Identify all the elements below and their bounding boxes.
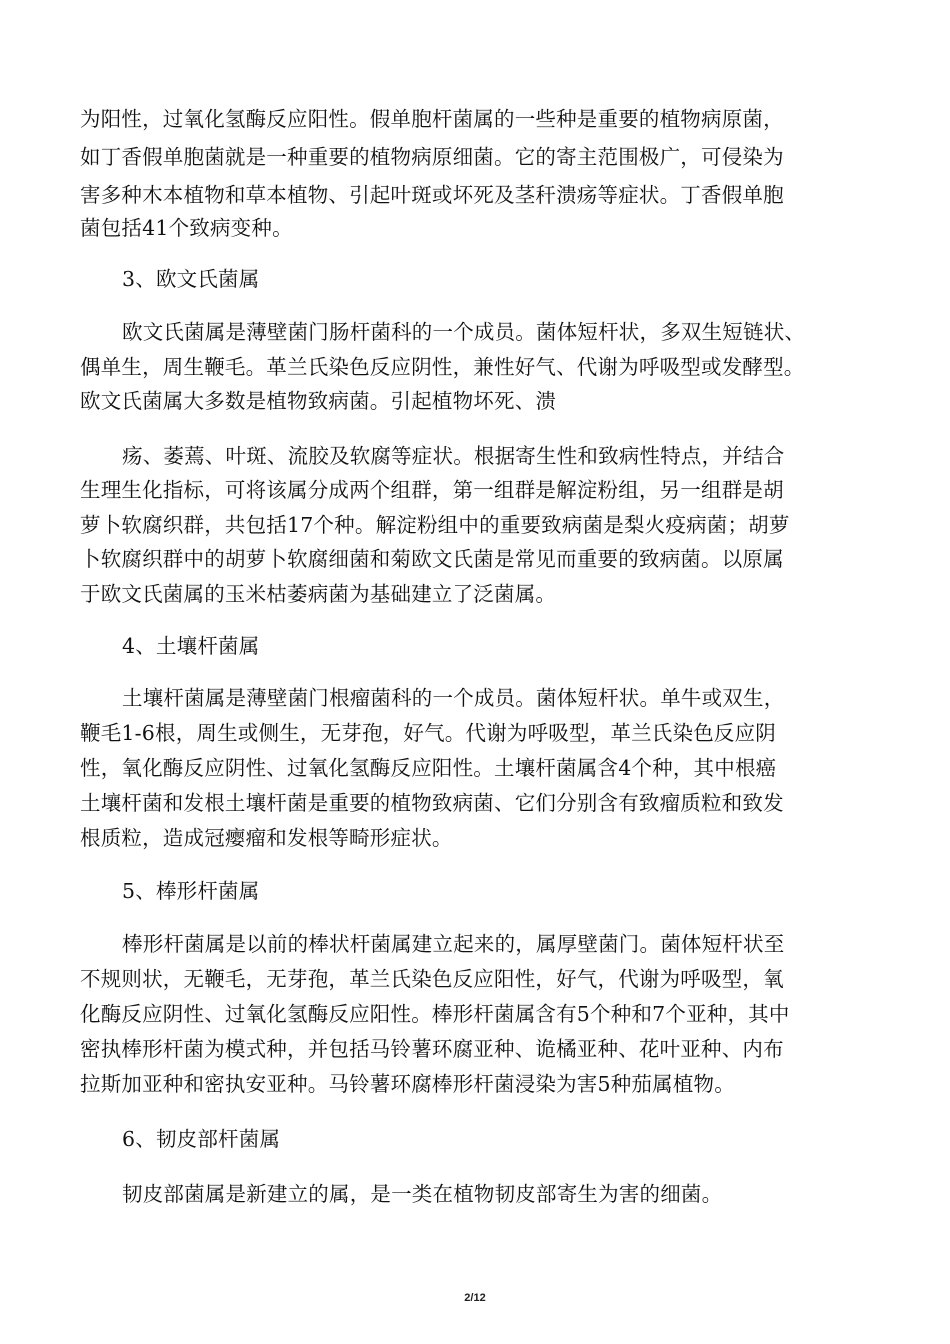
text-line: 欧文氏菌属是薄壁菌门肠杆菌科的一个成员。菌体短杆状，多双生短链状、 [122,320,806,344]
text-line: 性，氧化酶反应阴性、过氧化氢酶反应阳性。土壤杆菌属含4个种，其中根癌 [80,756,777,780]
text-line: 萝卜软腐织群，共包括17个种。解淀粉组中的重要致病菌是梨火疫病菌；胡萝 [80,513,790,537]
text-line: 韧皮部菌属是新建立的属，是一类在植物韧皮部寄生为害的细菌。 [122,1182,723,1206]
text-line: 鞭毛1-6根，周生或侧生，无芽孢，好气。代谢为呼吸型，革兰氏染色反应阴 [80,721,777,745]
text-line: 害多种木本植物和草本植物、引起叶斑或坏死及茎秆溃疡等症状。丁香假单胞 [80,183,784,207]
page-number: 2/12 [464,1292,486,1304]
text-line: 生理生化指标，可将该属分成两个组群，第一组群是解淀粉组，另一组群是胡 [80,478,784,502]
text-line: 偶单生，周生鞭毛。革兰氏染色反应阴性，兼性好气、代谢为呼吸型或发酵型。 [80,355,805,379]
text-line: 棒形杆菌属是以前的棒状杆菌属建立起来的，属厚壁菌门。菌体短杆状至 [122,932,785,956]
text-line: 疡、萎蔫、叶斑、流胶及软腐等症状。根据寄生性和致病性特点，并结合 [122,444,785,468]
text-line: 不规则状，无鞭毛，无芽孢，革兰氏染色反应阳性，好气，代谢为呼吸型，氧 [80,967,784,991]
text-line: 拉斯加亚种和密执安亚种。马铃薯环腐棒形杆菌浸染为害5种茄属植物。 [80,1072,735,1096]
text-line: 欧文氏菌属大多数是植物致病菌。引起植物坏死、溃 [80,389,557,413]
text-line: 菌包括41个致病变种。 [80,216,293,240]
text-line: 根质粒，造成冠瘿瘤和发根等畸形症状。 [80,826,453,850]
text-line: 卜软腐织群中的胡萝卜软腐细菌和菊欧文氏菌是常见而重要的致病菌。以原属 [80,547,784,571]
section-heading: 3、欧文氏菌属 [122,267,260,291]
text-line: 密执棒形杆菌为模式种，并包括马铃薯环腐亚种、诡橘亚种、花叶亚种、内布 [80,1037,784,1061]
text-line: 化酶反应阴性、过氧化氢酶反应阳性。棒形杆菌属含有5个种和7个亚种，其中 [80,1002,790,1026]
text-line: 土壤杆菌和发根土壤杆菌是重要的植物致病菌、它们分别含有致瘤质粒和致发 [80,791,784,815]
text-line: 如丁香假单胞菌就是一种重要的植物病原细菌。它的寄主范围极广，可侵染为 [80,145,784,169]
text-line: 土壤杆菌属是薄壁菌门根瘤菌科的一个成员。菌体短杆状。单牛或双生， [122,686,785,710]
text-line: 于欧文氏菌属的玉米枯萎病菌为基础建立了泛菌属。 [80,582,557,606]
section-heading: 6、韧皮部杆菌属 [122,1127,281,1151]
section-heading: 4、土壤杆菌属 [122,634,260,658]
text-line: 为阳性，过氧化氢酶反应阳性。假单胞杆菌属的一些种是重要的植物病原菌， [80,107,784,131]
section-heading: 5、棒形杆菌属 [122,879,260,903]
